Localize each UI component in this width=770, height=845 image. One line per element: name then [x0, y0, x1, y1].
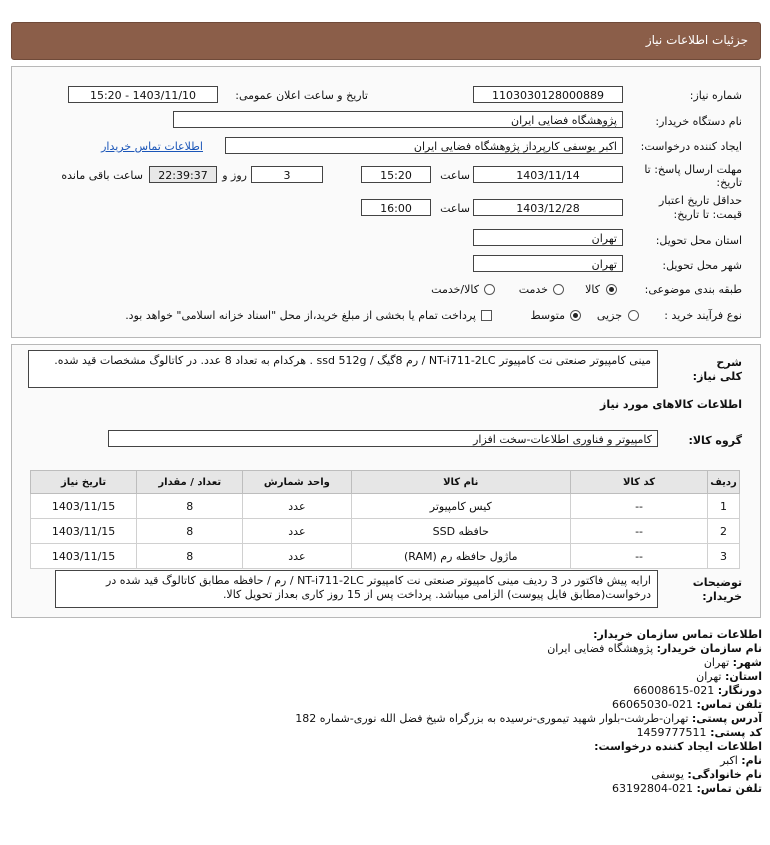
category-goods-radio[interactable] [606, 284, 617, 295]
org-name: پژوهشگاه فضایی ایران [547, 642, 654, 655]
deadline-time-field: 15:20 [361, 166, 431, 183]
first-name: اکبر [720, 754, 738, 767]
cell-code: -- [571, 494, 708, 519]
cell-date: 1403/11/15 [31, 544, 137, 569]
days-field: 3 [251, 166, 323, 183]
phone-label: تلفن تماس: [696, 698, 762, 711]
summary-label: شرح کلی نیاز: [692, 356, 742, 383]
cell-index: 3 [708, 544, 740, 569]
remaining-time-field: 22:39:37 [149, 166, 217, 183]
category-goods-label: کالا [585, 283, 600, 296]
contact-province: تهران [696, 670, 722, 683]
contact-section [295, 628, 762, 796]
deadline-label-2: تاریخ: [716, 176, 742, 189]
cell-name: ماژول حافظه رم (RAM) [351, 544, 571, 569]
col-header-row: ردیف [708, 471, 740, 494]
summary-text: مینی کامپیوتر صنعتی نت کامپیوتر NT-i711-2LC / رم 8گیگ / ssd 512g . هرکدام به تعداد 8 عدد. در کاتالوگ مشخصات قید شده. [28, 350, 658, 388]
cell-date: 1403/11/15 [31, 519, 137, 544]
creator-label: ایجاد کننده درخواست: [640, 140, 742, 153]
page-title: جزئیات اطلاعات نیاز [645, 33, 748, 47]
creator-info-title: اطلاعات ایجاد کننده درخواست: [594, 740, 762, 753]
page-header [11, 22, 761, 60]
announce-label: تاریخ و ساعت اعلان عمومی: [235, 89, 368, 102]
fax-value: 021-66008615 [633, 684, 715, 697]
need-number-label: شماره نیاز: [689, 89, 742, 102]
cell-date: 1403/11/15 [31, 494, 137, 519]
process-medium-radio[interactable] [570, 310, 581, 321]
goods-group-label: گروه کالا: [688, 434, 742, 447]
org-name-label: نام سازمان خریدار: [656, 642, 762, 655]
phone-value: 021-66065030 [612, 698, 694, 711]
items-table [30, 470, 740, 569]
address-label: آدرس پستی: [691, 712, 762, 725]
cell-qty: 8 [137, 544, 243, 569]
validity-label-2: قیمت: تا تاریخ: [673, 208, 742, 221]
cell-name: کیس کامپیوتر [351, 494, 571, 519]
process-minor-label: جزیی [596, 309, 622, 322]
creator-phone-label: تلفن تماس: [696, 782, 762, 795]
category-label: طبقه بندی موضوعی: [644, 283, 742, 296]
last-name-label: نام خانوادگی: [687, 768, 762, 781]
treasury-note: پرداخت تمام یا بخشی از مبلغ خرید،از محل "اسناد خزانه اسلامی" خواهد بود. [125, 309, 476, 322]
cell-unit: عدد [243, 519, 351, 544]
contact-city: تهران [703, 656, 730, 669]
deadline-date-field: 1403/11/14 [473, 166, 623, 183]
process-minor-radio[interactable] [628, 310, 639, 321]
validity-time-label: ساعت [440, 202, 470, 215]
deadline-time-label: ساعت [440, 169, 470, 182]
cell-code: -- [571, 544, 708, 569]
validity-time-field: 16:00 [361, 199, 431, 216]
days-label: روز و [222, 169, 247, 182]
cell-name: حافظه SSD [351, 519, 571, 544]
process-medium-label: متوسط [530, 309, 565, 322]
cell-index: 2 [708, 519, 740, 544]
cell-unit: عدد [243, 494, 351, 519]
contact-title: اطلاعات تماس سازمان خریدار: [593, 628, 762, 641]
category-service-label: خدمت [518, 283, 548, 296]
validity-label: حداقل تاریخ اعتبار [658, 194, 742, 207]
contact-province-label: استان: [725, 670, 762, 683]
province-label: استان محل تحویل: [655, 234, 742, 247]
remaining-label: ساعت باقی مانده [61, 169, 143, 182]
buyer-org-label: نام دستگاه خریدار: [655, 115, 742, 128]
table-row [31, 544, 740, 569]
goods-section-title: اطلاعات کالاهای مورد نیاز [600, 398, 742, 411]
last-name: یوسفی [651, 768, 684, 781]
city-field: تهران [473, 255, 623, 272]
col-header-date: تاریخ نیاز [31, 471, 137, 494]
category-goods-service-radio[interactable] [484, 284, 495, 295]
creator-field: اکبر یوسفی کارپرداز پژوهشگاه فضایی ایران [225, 137, 623, 154]
category-goods-service-label: کالا/خدمت [431, 283, 479, 296]
city-label: شهر محل تحویل: [662, 259, 742, 272]
goods-group-field: کامپیوتر و فناوری اطلاعات-سخت افزار [108, 430, 658, 447]
table-row [31, 519, 740, 544]
col-header-code: کد کالا [571, 471, 708, 494]
buyer-notes-text: ارایه پیش فاکتور در 3 ردیف مینی کامپیوتر صنعتی نت کامپیوتر NT-i711-2LC / رم / حافظه مطابق کاتالوگ قید شده در درخواست(مطابق فایل پیوست) الزامی میباشد. پرداخت پس از 15 روز کاری بعداز تحویل کالا. [55, 570, 658, 608]
cell-qty: 8 [137, 494, 243, 519]
treasury-checkbox[interactable] [481, 310, 492, 321]
postal-value: 1459777511 [636, 726, 707, 739]
category-service-radio[interactable] [553, 284, 564, 295]
contact-city-label: شهر: [732, 656, 762, 669]
table-row [31, 494, 740, 519]
fax-label: دورنگار: [717, 684, 762, 697]
col-header-name: نام کالا [351, 471, 571, 494]
buyer-notes-label: توضیحات [692, 576, 742, 589]
need-number-field: 1103030128000889 [473, 86, 623, 103]
cell-index: 1 [708, 494, 740, 519]
buyer-org-field: پژوهشگاه فضایی ایران [173, 111, 623, 128]
first-name-label: نام: [741, 754, 762, 767]
province-field: تهران [473, 229, 623, 246]
buyer-contact-link[interactable]: اطلاعات تماس خریدار [101, 140, 203, 153]
buyer-notes-label-2: خریدار: [702, 590, 742, 603]
postal-label: کد پستی: [710, 726, 762, 739]
announce-field: 1403/11/10 - 15:20 [68, 86, 218, 103]
cell-qty: 8 [137, 519, 243, 544]
creator-phone: 021-63192804 [612, 782, 694, 795]
cell-code: -- [571, 519, 708, 544]
cell-unit: عدد [243, 544, 351, 569]
address-value: تهران-طرشت-بلوار شهید تیموری-نرسیده به بزرگراه شیخ فضل الله نوری-شماره 182 [295, 712, 689, 725]
deadline-label: مهلت ارسال پاسخ: تا [644, 163, 742, 176]
validity-date-field: 1403/12/28 [473, 199, 623, 216]
col-header-qty: تعداد / مقدار [137, 471, 243, 494]
col-header-unit: واحد شمارش [243, 471, 351, 494]
process-label: نوع فرآیند خرید : [664, 309, 742, 322]
